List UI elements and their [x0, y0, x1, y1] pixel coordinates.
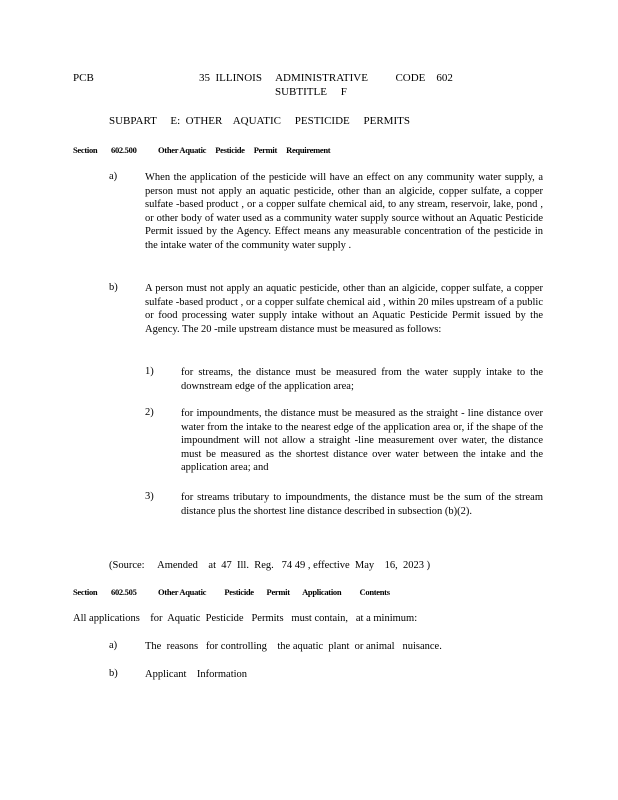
- app-item-b-text: Applicant Information: [145, 669, 248, 680]
- subitem-3-label: 3): [145, 491, 154, 502]
- section-505-word: Section: [73, 587, 98, 597]
- applications-intro: All applications for Aquatic Pesticide Permits must contain, at a minimum:: [73, 613, 418, 624]
- app-item-a-label: a): [109, 640, 118, 651]
- subitem-1-label: 1): [145, 366, 154, 377]
- subitem-2-text: for impoundments, the distance must be measured as the straight - line distance over water from the intake to the nearest edge of the application area or, if the shape of the impoundment will not allow a straight -line measurement over water, the distance must be measured as the shortest distance over water between the intake and the application area; and: [181, 408, 543, 474]
- subpart-title: SUBPART E: OTHER AQUATIC PESTICIDE PERMITS: [109, 115, 410, 127]
- section-505-number: 602.505: [111, 587, 137, 597]
- section-500-word: Section: [73, 145, 98, 155]
- subitem-3-text: for streams tributary to impoundments, the distance must be the sum of the stream distance plus the shortest line distance described in subsection (b)(2).: [181, 492, 543, 517]
- section-505-title: Other Aquatic Pesticide Permit Application Contents: [158, 587, 390, 597]
- header-code-line: 35 ILLINOIS ADMINISTRATIVE CODE 602: [199, 72, 453, 84]
- section-500-title: Other Aquatic Pesticide Permit Requirement: [158, 145, 331, 155]
- subitem-1-text: for streams, the distance must be measured from the water supply intake to the downstream edge of the application area;: [181, 367, 543, 392]
- app-item-b-label: b): [109, 668, 118, 679]
- source-note: (Source: Amended at 47 Ill. Reg. 74 49 , effective May 16, 2023 ): [109, 560, 431, 571]
- item-b-text: A person must not apply an aquatic pesticide, other than an algicide, copper sulfate, a copper sulfate -based product , or a copper sulfate chemical aid , within 20 miles upstream of a public or food processing water supply intake without an Aquatic Pesticide Permit issued by the Agency. The 20 -mile upstream distance must be measured as follows:: [145, 283, 543, 335]
- item-b-label: b): [109, 282, 118, 293]
- header-agency: PCB: [73, 72, 94, 84]
- item-a-text: When the application of the pesticide will have an effect on any community water supply, a person must not apply an aquatic pesticide, other than an algicide, copper sulfate, a copper sulfate -based product , or a copper sulfate chemical aid, to any stream, reservoir, lake, pond , or other body of water used as a community water supply source without an Aquatic Pesticide Permit issued by the Agency. Effect means any measurable concentration of the pesticide in the intake water of the community water supply .: [145, 172, 543, 251]
- section-500-number: 602.500: [111, 145, 137, 155]
- subitem-2-label: 2): [145, 407, 154, 418]
- header-subtitle-line: SUBTITLE F: [275, 86, 347, 98]
- app-item-a-text: The reasons for controlling the aquatic plant or animal nuisance.: [145, 641, 442, 652]
- item-a-label: a): [109, 171, 118, 182]
